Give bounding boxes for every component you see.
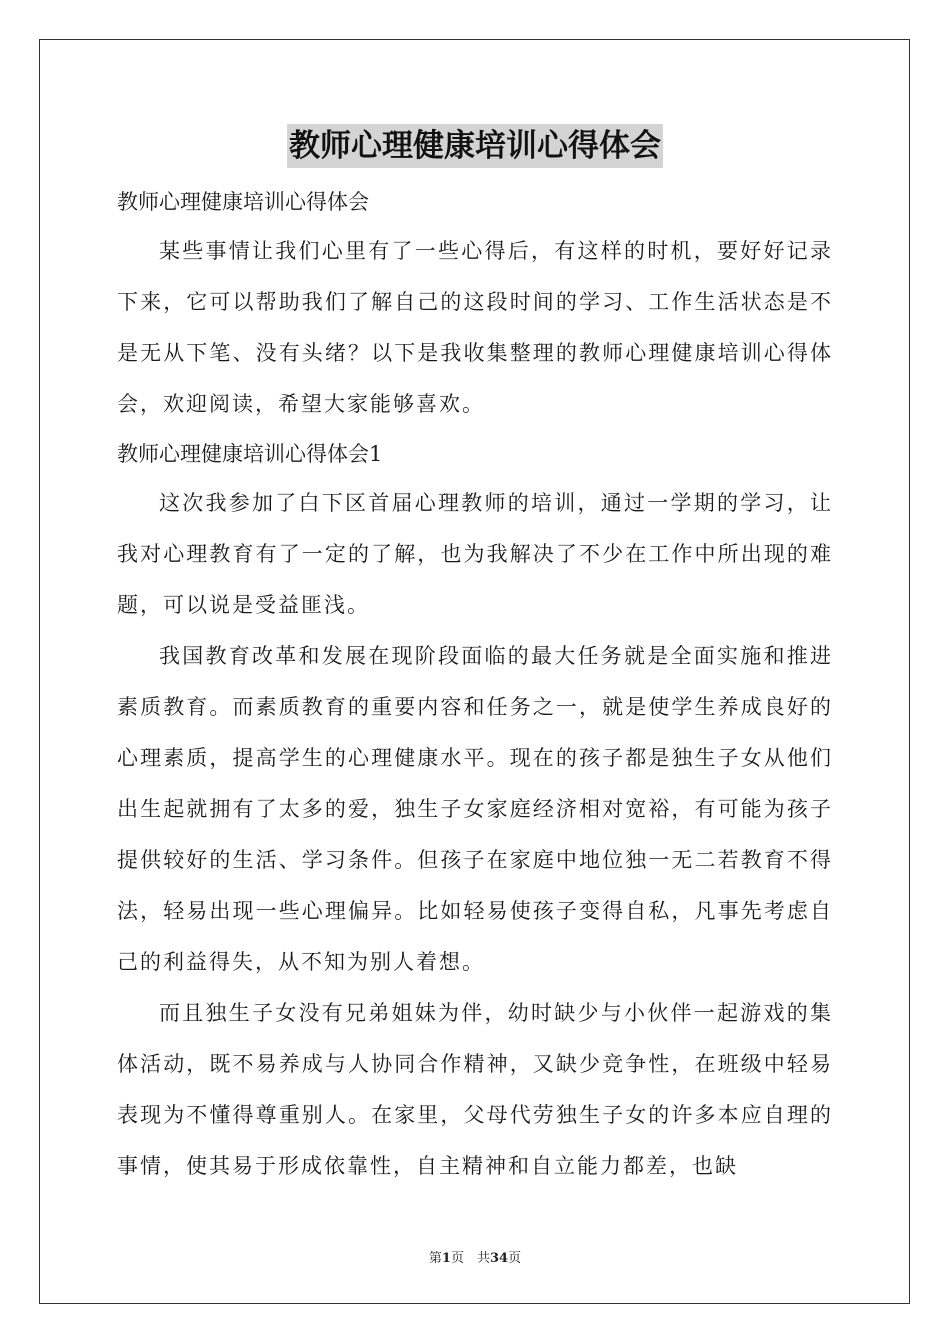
page-suffix: 页 [508, 1251, 522, 1266]
document-body [117, 178, 833, 1192]
page-mid: 页 共 [450, 1251, 490, 1266]
page-prefix: 第 [428, 1251, 442, 1266]
body-paragraph-3: 而且独生子女没有兄弟姐妹为伴，幼时缺少与小伙伴一起游戏的集体活动，既不易养成与人协同合作精神，又缺少竞争性，在班级中轻易表现为不懂得尊重别人。在家里，父母代劳独生子女的许多本应自理的事情，使其易于形成依靠性，自主精神和自立能力都差，也缺 [117, 1001, 833, 1178]
body-paragraph-1: 这次我参加了白下区首届心理教师的培训，通过一学期的学习，让我对心理教育有了一定的了解，也为我解决了不少在工作中所出现的难题，可以说是受益匪浅。 [117, 491, 833, 617]
section-heading: 教师心理健康培训心得体会1 [117, 442, 383, 466]
page-current: 1 [441, 1251, 451, 1266]
document-subtitle: 教师心理健康培训心得体会 [117, 190, 369, 214]
title-container [0, 124, 950, 168]
page-total: 34 [489, 1251, 509, 1266]
intro-paragraph: 某些事情让我们心里有了一些心得后，有这样的时机，要好好记录下来，它可以帮助我们了解自己的这段时间的学习、工作生活状态是不是无从下笔、没有头绪？以下是我收集整理的教师心理健康培训心得体会，欢迎阅读，希望大家能够喜欢。 [117, 239, 833, 416]
document-title: 教师心理健康培训心得体会 [287, 124, 663, 168]
page-footer [0, 1247, 950, 1266]
body-paragraph-2: 我国教育改革和发展在现阶段面临的最大任务就是全面实施和推进素质教育。而素质教育的重要内容和任务之一，就是使学生养成良好的心理素质，提高学生的心理健康水平。现在的孩子都是独生子女从他们出生起就拥有了太多的爱，独生子女家庭经济相对宽裕，有可能为孩子提供较好的生活、学习条件。但孩子在家庭中地位独一无二若教育不得法，轻易出现一些心理偏异。比如轻易使孩子变得自私，凡事先考虑自己的利益得失，从不知为别人着想。 [117, 644, 833, 974]
